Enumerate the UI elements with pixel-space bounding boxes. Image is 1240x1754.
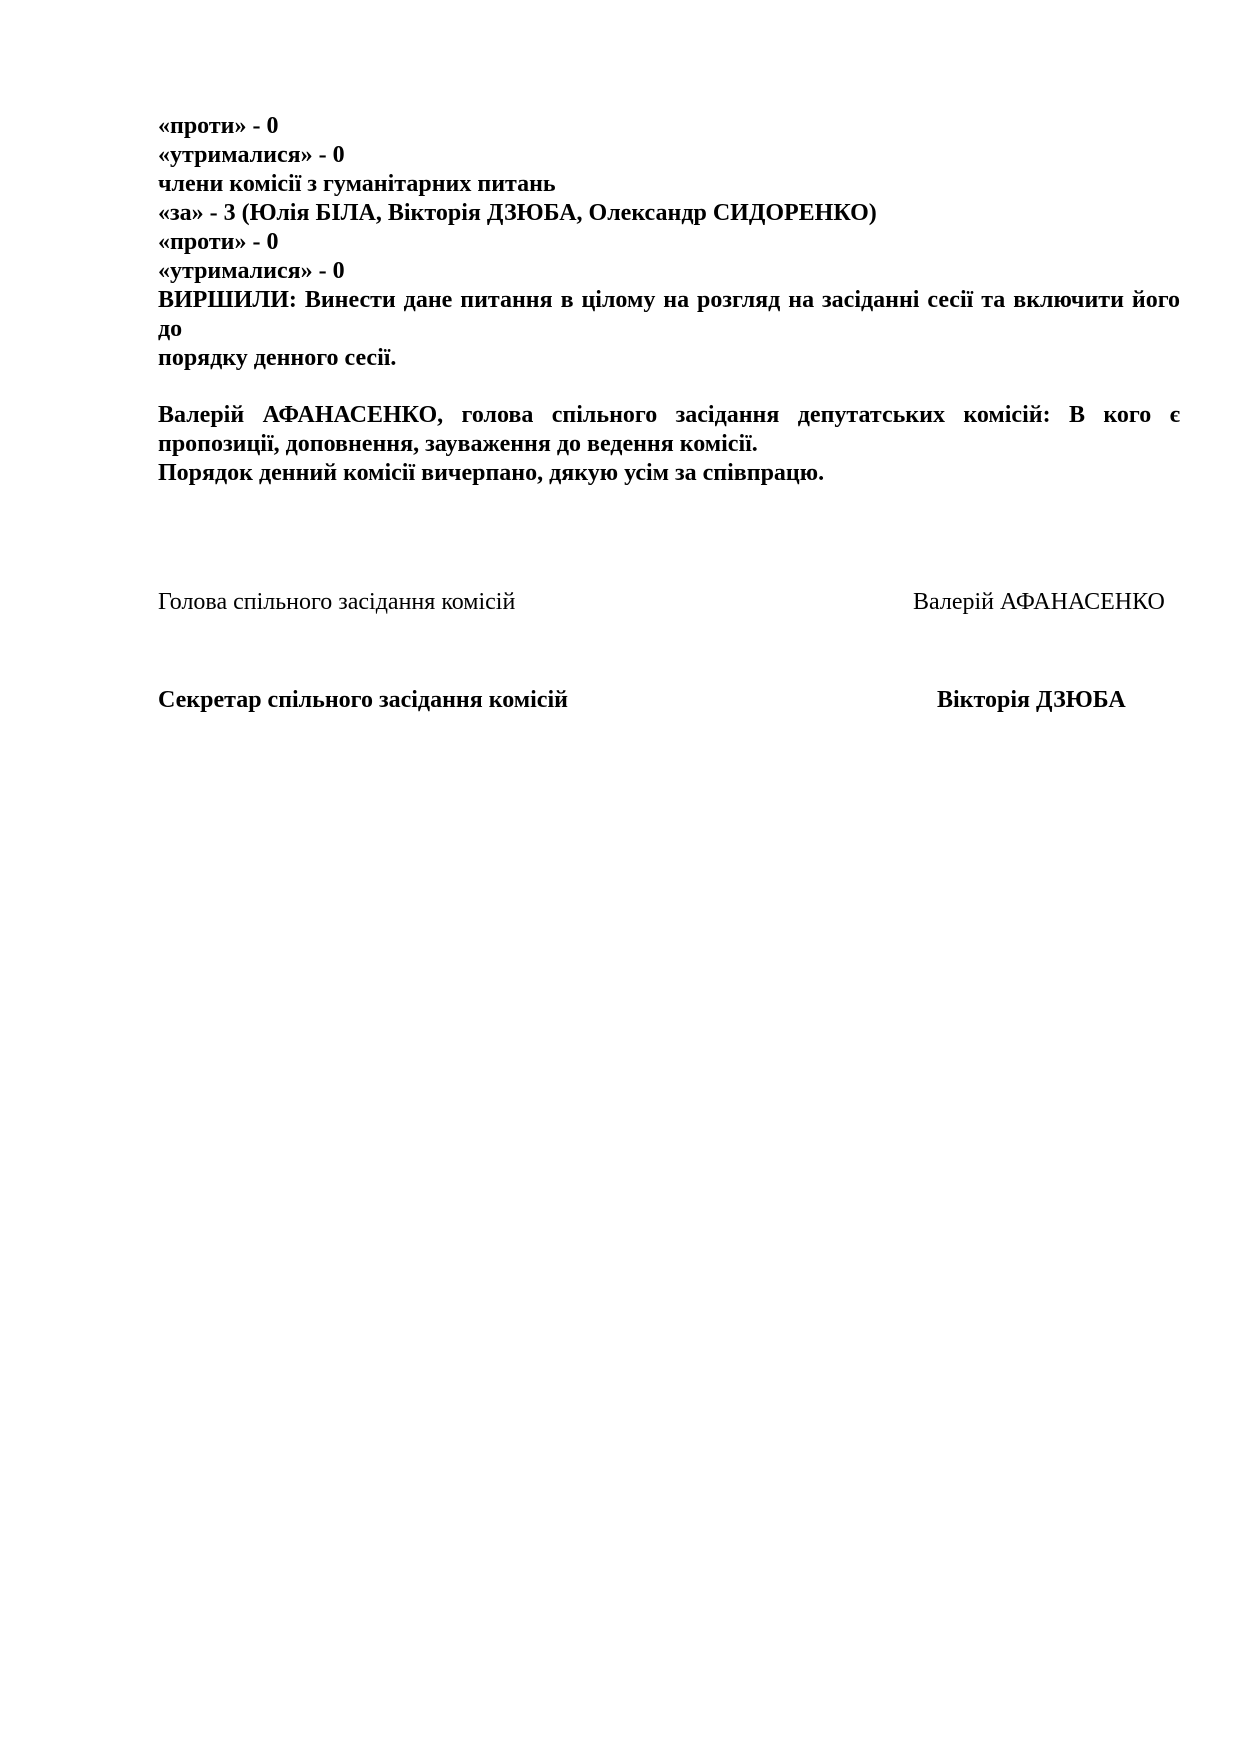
signature-row-secretary (158, 686, 1180, 715)
signature-role-secretary: Секретар спільного засідання комісій (158, 687, 568, 713)
vote-line-utrymalysia-2: «утрималися» - 0 (158, 258, 345, 284)
decision-line: ВИРШИЛИ: Винести дане питання в цілому на розгляд на засіданні сесії та включити його до (158, 287, 1186, 342)
chairman-remark-line-2: пропозиції, доповнення, зауваження до ведення комісії. (158, 431, 758, 457)
signature-name-secretary: Вікторія ДЗЮБА (937, 687, 1126, 713)
decision-line-continuation: порядку денного сесії. (158, 345, 397, 371)
chairman-remark-line-1: Валерій АФАНАСЕНКО, голова спільного засідання депутатських комісій: В кого є (158, 402, 1180, 428)
signature-name-chairman: Валерій АФАНАСЕНКО (913, 589, 1165, 615)
voting-results-block (158, 112, 1186, 373)
vote-line-proty-2: «проти» - 0 (158, 229, 279, 255)
vote-line-proty-1: «проти» - 0 (158, 113, 279, 139)
vote-line-za: «за» - 3 (Юлія БІЛА, Вікторія ДЗЮБА, Олександр СИДОРЕНКО) (158, 200, 877, 226)
signature-row-chairman (158, 588, 1180, 617)
agenda-exhausted-line: Порядок денний комісії вичерпано, дякую усім за співпрацю. (158, 460, 825, 486)
signature-role-chairman: Голова спільного засідання комісій (158, 589, 516, 615)
vote-line-utrymalysia-1: «утрималися» - 0 (158, 142, 345, 168)
closing-paragraph (158, 401, 1180, 488)
commission-members-line: члени комісії з гуманітарних питань (158, 171, 556, 197)
